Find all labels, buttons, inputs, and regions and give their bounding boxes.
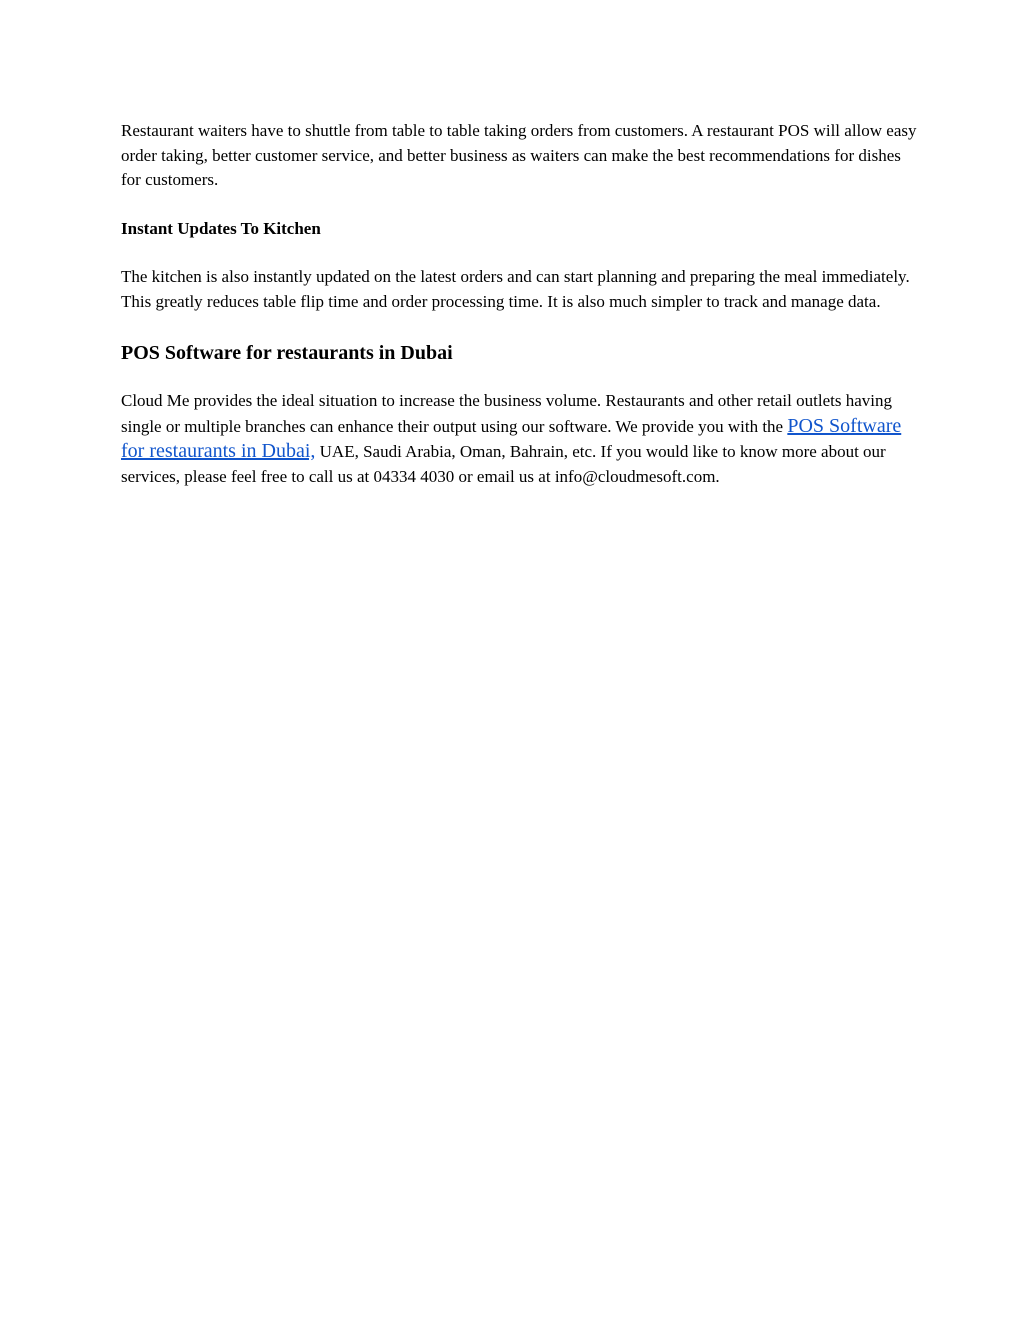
paragraph-kitchen: The kitchen is also instantly updated on the latest orders and can start planning and preparing the meal immediately. This greatly reduces table flip time and order processing time. It is also much simpler to track and manage data. [121, 267, 910, 311]
paragraph-waiters: Restaurant waiters have to shuttle from table to table taking orders from customers. A restaurant POS will allow easy order taking, better customer service, and better business as waiters can make the best recommendations for dishes for customers. [121, 121, 917, 189]
paragraph-cloud-me-text-end: UAE, Saudi Arabia, Oman, Bahrain, etc. If you would like to know more about our services, please feel free to call us at 04334 4030 or email us at info@cloudmesoft.com. [121, 442, 886, 486]
subheading-instant-updates: Instant Updates To Kitchen [121, 218, 321, 238]
document-page [121, 119, 921, 489]
paragraph-cloud-me-text-start: Cloud Me provides the ideal situation to increase the business volume. Restaurants and other retail outlets having single or multiple branches can enhance their output using our software. We provide you with the [121, 391, 892, 436]
paragraph-cloud-me [121, 389, 921, 489]
heading-pos-software: POS Software for restaurants in Dubai [121, 342, 453, 364]
pos-software-dubai-link[interactable]: POS Software for restaurants in Dubai, [121, 414, 902, 462]
